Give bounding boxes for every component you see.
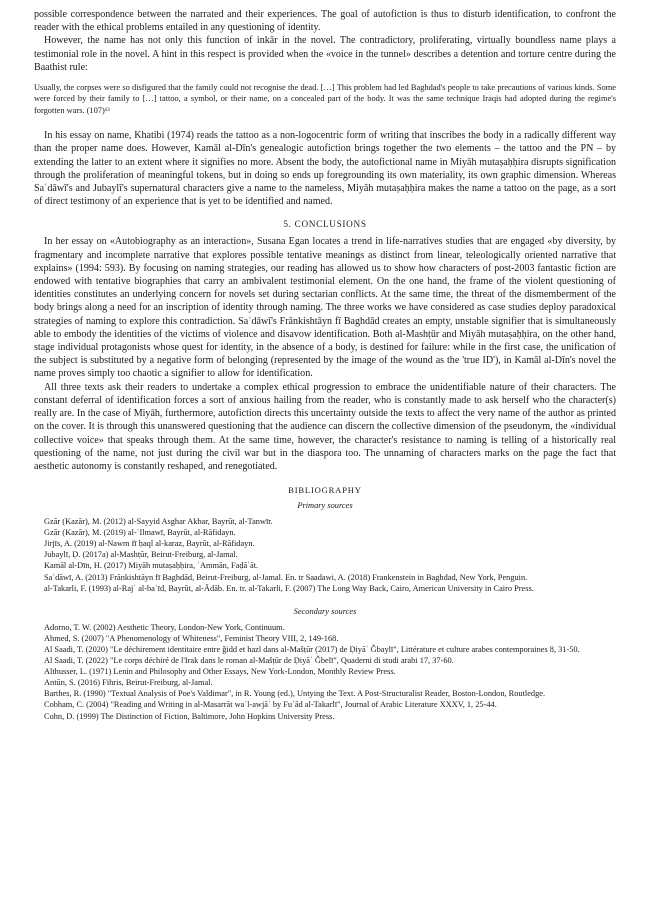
body-paragraph: In his essay on name, Khatibi (1974) reads the tattoo as a non-logocentric form of writing that inscribes the body in a radically different way than the proper name does. However, Kamāl al-Dīn's genealogic autofiction brings together the two elements – the tattoo and the PN – by extending the latter to an extent where it signifies no more. Absent the body, the autofictional name in Miyāh mutaṣaḥḥira disrupts signification through the proliferation of meaningful tokens, but in doing so ends up foregrounding its own materiality, its own graphic dimension. Whereas Saʿdāwī's and Jubaylī's supernatural characters give a name to the nameless, Miyāh mutaṣaḥḥira makes the name a tattoo on the page, as a sort of direct testimony of an experience that is yet to be identified and named. xyxy=(34,130,616,208)
bib-entry: Cohn, D. (1999) The Distinction of Fiction, Baltimore, John Hopkins University Press. xyxy=(44,711,335,721)
bib-entry: Saʿdāwī, A. (2013) Frānkishtāyn fī Baghdād, Beirut-Freiburg, al-Jamal. En. tr Saadawi, A. (2018) Frankenstein in Baghdad, New York, Penguin. xyxy=(44,572,528,582)
bib-entry: Ahmed, S. (2007) "A Phenomenology of Whiteness", Feminist Theory VIII, 2, 149-168. xyxy=(44,633,339,643)
bib-entry: al-Takarli, F. (1993) al-Rajʿ al-baʿīd, Bayrūt, al-Ādāb. En. tr. al-Takarli, F. (2007) The Long Way Back, Cairo, American University in Cairo Press. xyxy=(44,583,534,593)
bib-entry: Jirjīs, A. (2019) al-Nawm fī ḥaql al-karaz, Bayrūt, al-Rāfidayn. xyxy=(44,539,255,549)
bib-entry: Kamāl al-Dīn, H. (2017) Miyāh mutaṣaḥḥira, ʿAmmān, Faḍāʾāt. xyxy=(44,561,259,571)
bib-entry: Antūn, S. (2016) Fihris, Beirut-Freiburg, al-Jamal. xyxy=(44,678,213,688)
body-paragraph: In her essay on «Autobiography as an interaction», Susana Egan locates a trend in life-narratives studies that are engaged «by diversity, by fragmentary and incomplete narrative that explores possible tentative meanings as distinct from linear, teleologically oriented narrative that explains» (1994: 593). By focusing on naming strategies, our reading has allowed us to show how characters of post-2003 fantastic fiction are endowed with tentative biographies that carry an ambivalent testimonial element. On the one hand, the frame of the violent questioning of identities constitutes an underlying concern for novels set during sectarian conflicts. At the same time, the threat of the dismemberment of the body brings along a need for an inscription of identity through naming. The three works we have considered as case studies deploy paradoxical strategies of naming to explore this contradiction. Saʿdāwī's Frānkishtāyn fī Baghdād creates an empty, unstable signifier that is simultaneously able to embody the identities of the victims of violence and disavow identification. Both al-Mashṭūr and Miyāh mutaṣaḥḥira, on the other hand, stage individual protagonists whose quest for identity, in the absence of a body, is destined for failure: while in the first case, the unification of the subject is substituted by a negative form of belonging (represented by the image of the wound as the 'true ID'), in Kamāl al-Dīn's novel the name proves simply too chaotic a signifier to allow for identification. xyxy=(34,236,616,380)
bib-entry: Gzār (Kazār), M. (2019) al-ʿIlmawī, Bayrūt, al-Rāfidayn. xyxy=(44,528,236,538)
body-paragraph: However, the name has not only this function of inkār in the novel. The contradictory, proliferating, virtually boundless name plays a testimonial role in the novel. A hint in this respect is provided when the «voice in the tunnel» describes a detention and torture centre during the Baathist rule: xyxy=(34,35,616,73)
body-paragraph: All three texts ask their readers to undertake a complex ethical progression to embrace the unidentifiable nature of their characters. The constant deferral of identification forces a sort of anxious hailing from the reader, who is constantly made to ask herself who the character(s) really are. In the case of Miyāh, furthermore, autofiction directs this uncertainty outside the texts to affect the very name of the author as printed on the cover. It is through this unanswered questioning that the audience can discern the collective dimension of the pseudonym, the «individual collective voice» that speaks through them. At the same time, however, the character's resistance to naming is telling of a historically real questioning of the name, not just during the civil war but in the diaspora too. The unnaming of characters marks on the page the fact that aesthetic autonomy is constantly reshaped, and renegotiated. xyxy=(34,381,616,472)
bibliography-heading: BIBLIOGRAPHY xyxy=(288,485,362,496)
bib-entry: Al Saadi, T. (2020) "Le déchirement identitaire entre ǧidd et hazl dans al-Mašṭūr (2017) de Ḍiyāʾ Ǧbaylī", Littérature et culture arabes contemporaines 8, 31-50. xyxy=(44,644,580,654)
block-quote: Usually, the corpses were so disfigured that the family could not recognise the dead. […] This problem had led Baghdad's people to take precautions of various kinds. Some were forced by their family to […] tattoo, a symbol, or their name, on a concealed part of the body. It was the same technique Iraqis had adopted during the regime's forgotten wars. (107)¹³ xyxy=(34,83,616,115)
section-heading: 5. CONCLUSIONS xyxy=(283,219,367,230)
bib-entry: Jubaylī, Ḍ. (2017a) al-Mashṭūr, Beirut-Freiburg, al-Jamal. xyxy=(44,550,238,560)
secondary-sources-list xyxy=(34,622,616,722)
bib-entry: Cobham, C. (2004) "Reading and Writing in al-Masarrāt waʾl-awjāʿ by Fuʾād al-Takarlī", Journal of Arabic Literature XXXV, 1, 25-44. xyxy=(44,700,497,710)
bib-entry: Al Saadi, T. (2022) "Le corps déchiré de l'Irak dans le roman al-Mašṭūr de Ḍiyāʾ Ǧbelī", Quaderni di studi arabi 17, 37-60. xyxy=(44,656,454,666)
bib-entry: Althusser, L. (1971) Lenin and Philosophy and Other Essays, New York-London, Monthly Review Press. xyxy=(44,667,396,677)
bib-entry: Barthes, R. (1990) "Textual Analysis of Poe's Valdimar", in R. Young (ed.), Untying the Text. A Post-Structuralist Reader, Boston-London, Routledge. xyxy=(44,689,546,699)
bib-entry: Adorno, T. W. (2002) Aesthetic Theory, London-New York, Continuum. xyxy=(44,622,285,632)
bib-entry: Gzār (Kazār), M. (2012) al-Sayyid Asghar Akbar, Bayrūt, al-Tanwīr. xyxy=(44,517,273,527)
secondary-sources-heading: Secondary sources xyxy=(293,606,357,616)
primary-sources-list xyxy=(34,516,616,594)
body-paragraph: possible correspondence between the narrated and their experiences. The goal of autofiction is thus to disturb identification, to confront the reader with the ethical problems entailed in any questioning of identity. xyxy=(34,9,616,34)
primary-sources-heading: Primary sources xyxy=(297,501,353,511)
